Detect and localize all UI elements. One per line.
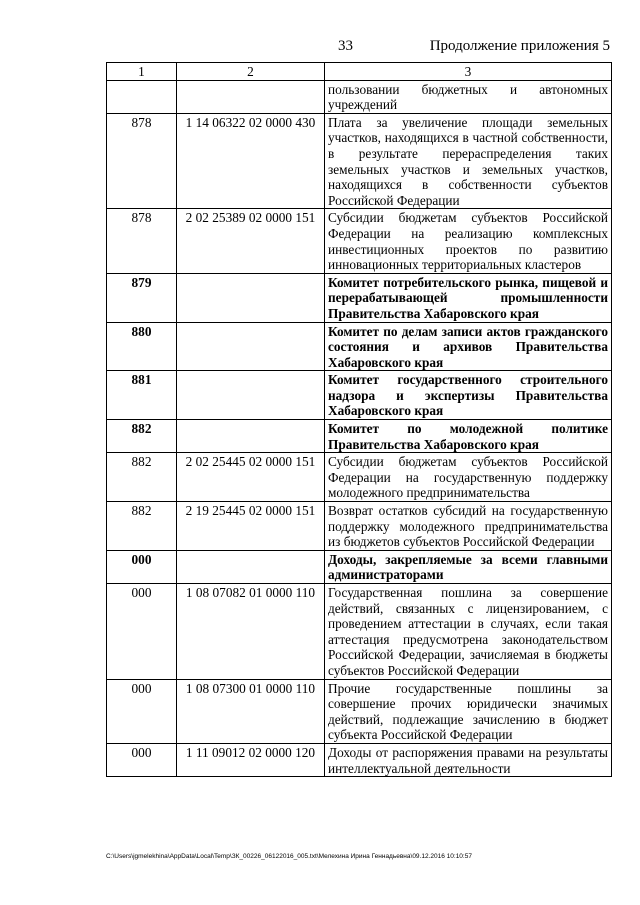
admin-code-cell: 882 [107, 420, 177, 453]
column-header-2: 2 [177, 63, 325, 81]
table-row [107, 453, 612, 502]
file-path-footer: C:\Users\jgmelekhina\AppData\Local\Temp\ЗК_00226_06122016_005.txt\Мелехина Ирина Геннадьевна\09.12.2016 10:10:57 [106, 853, 472, 860]
table-row [107, 322, 612, 371]
description-cell: Субсидии бюджетам субъектов Российской Федерации на реализацию комплексных инвестиционных проектов по развитию инновационных территориальных кластеров [325, 209, 612, 273]
revenue-code-cell: 1 08 07300 01 0000 110 [177, 679, 325, 743]
table-row [107, 550, 612, 583]
admin-code-cell: 878 [107, 113, 177, 209]
revenue-code-cell [177, 420, 325, 453]
revenue-code-cell [177, 273, 325, 322]
admin-code-cell: 000 [107, 743, 177, 776]
admin-code-cell: 000 [107, 679, 177, 743]
continuation-label: Продолжение приложения 5 [429, 38, 610, 54]
table-row [107, 371, 612, 420]
table-row [107, 113, 612, 209]
revenue-code-cell: 1 08 07082 01 0000 110 [177, 584, 325, 680]
description-cell: Доходы, закрепляемые за всеми главными администраторами [325, 550, 612, 583]
revenue-code-cell [177, 80, 325, 113]
revenue-code-cell [177, 371, 325, 420]
revenue-code-cell: 1 14 06322 02 0000 430 [177, 113, 325, 209]
description-cell: Комитет по молодежной политике Правительства Хабаровского края [325, 420, 612, 453]
table-row [107, 743, 612, 776]
column-header-3: 3 [325, 63, 612, 81]
table-row [107, 209, 612, 273]
description-cell: Комитет потребительского рынка, пищевой и перерабатывающей промышленности Правительства Хабаровского края [325, 273, 612, 322]
description-cell: Доходы от распоряжения правами на результаты интеллектуальной деятельности [325, 743, 612, 776]
table-header-row [107, 63, 612, 81]
revenue-code-cell: 1 11 09012 02 0000 120 [177, 743, 325, 776]
table-row [107, 420, 612, 453]
table-row [107, 80, 612, 113]
admin-code-cell: 881 [107, 371, 177, 420]
admin-code-cell: 878 [107, 209, 177, 273]
description-cell: Комитет по делам записи актов гражданского состояния и архивов Правительства Хабаровского края [325, 322, 612, 371]
admin-code-cell: 879 [107, 273, 177, 322]
description-cell: Комитет государственного строительного надзора и экспертизы Правительства Хабаровского края [325, 371, 612, 420]
admin-code-cell [107, 80, 177, 113]
description-cell: пользовании бюджетных и автономных учреждений [325, 80, 612, 113]
revenue-code-cell [177, 322, 325, 371]
table-row [107, 679, 612, 743]
table-row [107, 584, 612, 680]
description-cell: Государственная пошлина за совершение действий, связанных с лицензированием, с проведением аттестации в случаях, если такая аттестация предусмотрена законодательством Российской Федерации, зачисляемая в бюджеты субъектов Российской Федерации [325, 584, 612, 680]
admin-code-cell: 000 [107, 584, 177, 680]
page-number: 33 [338, 38, 353, 54]
description-cell: Прочие государственные пошлины за совершение прочих юридически значимых действий, подлежащие зачислению в бюджет субъекта Российской Федерации [325, 679, 612, 743]
admin-code-cell: 882 [107, 502, 177, 551]
revenue-code-cell: 2 19 25445 02 0000 151 [177, 502, 325, 551]
revenue-code-cell: 2 02 25389 02 0000 151 [177, 209, 325, 273]
admin-code-cell: 880 [107, 322, 177, 371]
revenue-code-cell: 2 02 25445 02 0000 151 [177, 453, 325, 502]
description-cell: Плата за увеличение площади земельных участков, находящихся в частной собственности, в результате перераспределения таких земельных участков и земельных участков, находящихся в собственности субъектов Российской Федерации [325, 113, 612, 209]
admin-code-cell: 000 [107, 550, 177, 583]
revenue-table [106, 62, 612, 777]
column-header-1: 1 [107, 63, 177, 81]
table-row [107, 273, 612, 322]
admin-code-cell: 882 [107, 453, 177, 502]
description-cell: Субсидии бюджетам субъектов Российской Федерации на государственную поддержку молодежного предпринимательства [325, 453, 612, 502]
revenue-code-cell [177, 550, 325, 583]
description-cell: Возврат остатков субсидий на государственную поддержку молодежного предпринимательства из бюджетов субъектов Российской Федерации [325, 502, 612, 551]
table-row [107, 502, 612, 551]
